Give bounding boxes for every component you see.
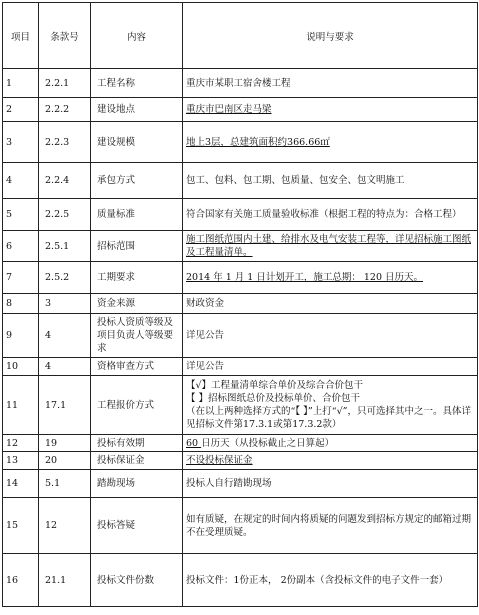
header-item: 项目	[3, 3, 39, 69]
table-row	[3, 262, 478, 294]
row-clause: 19	[39, 435, 91, 452]
row-desc	[183, 376, 478, 435]
row-clause: 2.2.4	[39, 163, 91, 199]
row-desc: 2014 年 1 月 1 日计划开工，施工总期： 120 日历天。	[183, 262, 478, 294]
table-header-row	[3, 3, 478, 69]
row-desc: 地上3层，总建筑面积约366.66㎡	[183, 122, 478, 163]
table-row	[3, 498, 478, 554]
row-clause: 21.1	[39, 554, 91, 607]
row-content: 踏勘现场	[91, 470, 183, 498]
row-clause: 2.5.2	[39, 262, 91, 294]
row-desc	[183, 435, 478, 452]
row-content: 招标范围	[91, 231, 183, 262]
row-desc: 符合国家有关施工质量验收标准（根据工程的特点为：合格工程）	[183, 199, 478, 231]
table-row	[3, 314, 478, 358]
row-clause: 2.2.2	[39, 98, 91, 122]
row-content: 投标文件份数	[91, 554, 183, 607]
row-item: 3	[3, 122, 39, 163]
table-row	[3, 554, 478, 607]
row-clause: 12	[39, 498, 91, 554]
row-item: 16	[3, 554, 39, 607]
row-item: 11	[3, 376, 39, 435]
row-content: 工程报价方式	[91, 376, 183, 435]
row-item: 2	[3, 98, 39, 122]
row-content: 工程名称	[91, 69, 183, 98]
row-content: 建设地点	[91, 98, 183, 122]
header-clause: 条款号	[39, 3, 91, 69]
row-item: 1	[3, 69, 39, 98]
validity-text: 日历天（从投标截止之日算起）	[201, 437, 335, 449]
table-row	[3, 376, 478, 435]
row-item: 9	[3, 314, 39, 358]
table-row	[3, 435, 478, 452]
table-row	[3, 358, 478, 376]
row-desc: 详见公告	[183, 358, 478, 376]
header-desc: 说明与要求	[183, 3, 478, 69]
row-clause: 2.2.5	[39, 199, 91, 231]
row-desc: 不设投标保证金	[183, 452, 478, 470]
table-row	[3, 163, 478, 199]
row-clause: 3	[39, 294, 91, 314]
row-item: 13	[3, 452, 39, 470]
validity-days: 60	[186, 437, 202, 449]
table-row	[3, 294, 478, 314]
row-desc: 财政资金	[183, 294, 478, 314]
row-item: 7	[3, 262, 39, 294]
row-desc: 投标人自行踏勘现场	[183, 470, 478, 498]
row-item: 6	[3, 231, 39, 262]
row-content: 资格审查方式	[91, 358, 183, 376]
row-item: 14	[3, 470, 39, 498]
table-row	[3, 199, 478, 231]
row-desc: 投标文件：1份正本， 2份副本（含投标文件的电子文件一套）	[183, 554, 478, 607]
bid-info-table	[2, 2, 478, 607]
row-item: 15	[3, 498, 39, 554]
row-desc: 包工、包料、包工期、包质量、包安全、包文明施工	[183, 163, 478, 199]
row-content: 质量标准	[91, 199, 183, 231]
row-desc: 详见公告	[183, 314, 478, 358]
row-clause: 2.2.3	[39, 122, 91, 163]
row-content: 建设规模	[91, 122, 183, 163]
table-row	[3, 470, 478, 498]
row-content: 承包方式	[91, 163, 183, 199]
row-desc: 如有质疑，在规定的时间内将质疑的问题发到招标方规定的邮箱过期不在受理质疑。	[183, 498, 478, 554]
pricing-note: （在以上两种选择方式的“【 】”上打“√”，只可选择其中之一。具体详见招标文件第17.3.1或第17.3.2款）	[186, 406, 472, 430]
row-item: 10	[3, 358, 39, 376]
table-row	[3, 98, 478, 122]
row-content: 投标保证金	[91, 452, 183, 470]
row-content: 资金来源	[91, 294, 183, 314]
row-content: 工期要求	[91, 262, 183, 294]
row-desc: 施工图纸范围内土建、给排水及电气安装工程等，详见招标施工图纸及工程量清单。	[183, 231, 478, 262]
table-row	[3, 69, 478, 98]
row-item: 5	[3, 199, 39, 231]
row-clause: 2.5.1	[39, 231, 91, 262]
pricing-option-1: 【√】工程量清单综合单价及综合合价包干	[186, 380, 364, 391]
row-content: 投标人资质等级及项目负责人等级要求	[91, 314, 183, 358]
row-clause: 20	[39, 452, 91, 470]
row-clause: 4	[39, 314, 91, 358]
row-desc: 重庆市某职工宿舍楼工程	[183, 69, 478, 98]
table-row	[3, 452, 478, 470]
row-clause: 2.2.1	[39, 69, 91, 98]
row-desc: 重庆市巴南区走马梁	[183, 98, 478, 122]
row-clause: 17.1	[39, 376, 91, 435]
row-item: 4	[3, 163, 39, 199]
table-row	[3, 231, 478, 262]
row-content: 投标有效期	[91, 435, 183, 452]
row-content: 投标答疑	[91, 498, 183, 554]
header-content: 内容	[91, 3, 183, 69]
row-clause: 4	[39, 358, 91, 376]
row-item: 12	[3, 435, 39, 452]
row-clause: 5.1	[39, 470, 91, 498]
row-item: 8	[3, 294, 39, 314]
pricing-option-2: 【 】招标图纸总价及投标单价、合价包干	[186, 393, 361, 404]
table-row	[3, 122, 478, 163]
